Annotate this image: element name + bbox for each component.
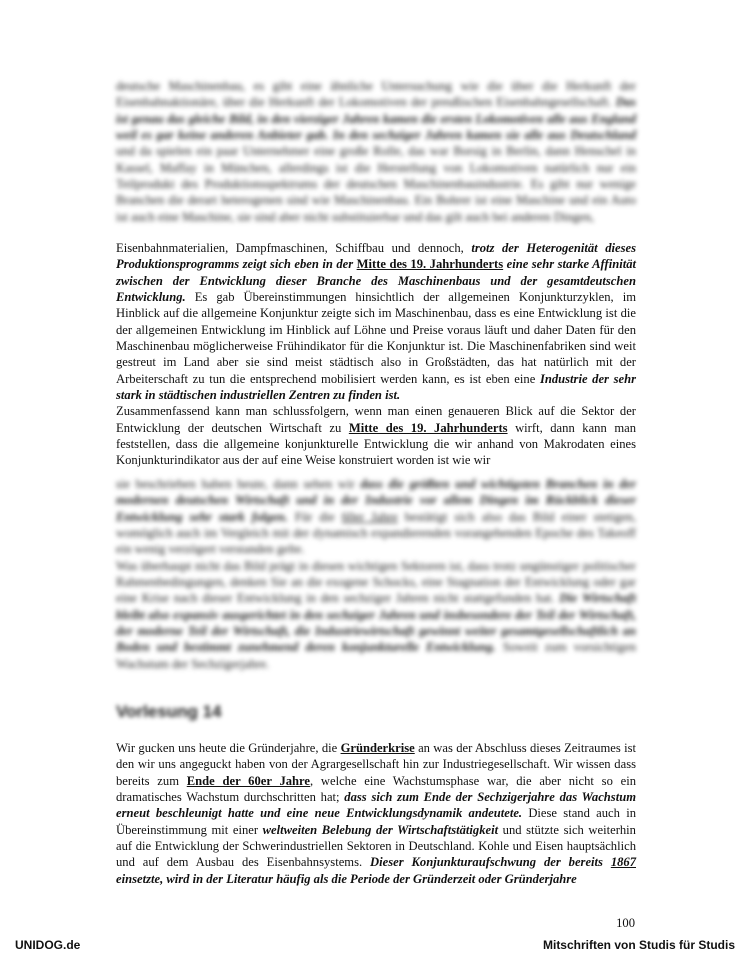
p3-text-4: Diese stand auch in Übereinstimmung mit einer (116, 806, 636, 837)
p2-text-2: wirft, dann kann man feststellen, dass die allgemeine konjunkturelle Entwicklung die wir anhand von Makrodaten eines Konjunkturindikator aus der auf eine Weise konstruiert worden ist wie wir (116, 420, 636, 468)
blurred-text-block-top (116, 78, 636, 225)
blurred-paragraph: Was überhaupt nicht das Bild prägt in diesen wichtigen Sektoren ist, dass trotz ungünstiger politischer Rahmenbedingungen, denken Sie an die exogene Schocks, eine Stagnation der Entwicklung oder gar eine Krise nach dieser Entwicklung in den sechziger Jahren nicht stattgefunden hat. Die Wirtschaft bleibt also expansiv ausgerichtet in den sechziger Jahren und insbesondere der Teil der Wirtschaft, der moderne Teil der Wirtschaft, die Industriewirtschaft gewinnt weiter gesamtgesellschaftlich an Boden und bestimmt zunehmend deren konjunkturelle Entwicklung. Soweit zum vorsichtigen Wachstum der Sechzigerjahre. (116, 558, 636, 671)
p3-text-2: an was der Abschluss dieses Zeitraumes ist den wir uns angeguckt haben von der Agrargesellschaft hin zur Industriegesellschaft. Wir wissen dass bereits zum (116, 741, 636, 788)
p3-underline-emphasis: 1867 (610, 855, 636, 870)
section-heading (116, 702, 636, 722)
p3-underline-1: Gründerkrise (340, 741, 415, 755)
p1-emphasis-2: eine sehr starke Affinität zwischen der Entwicklung dieser Branche des Maschinenbaus und der gesamtdeutschen Entwicklung. (116, 257, 636, 305)
paragraph-1 (116, 240, 636, 403)
text-block-lecture (116, 740, 636, 887)
blurred-text-block-middle (116, 476, 636, 672)
blurred-paragraph: deutsche Maschinenbau, es gibt eine ähnliche Untersuchung wie die über die Herkunft der Eisenbahnaktionäre, über die Herkunft der Lokomotiven der preußischen Eisenbahngesellschaft. Das ist genau das gleiche Bild, in den vierziger Jahren kamen die ersten Lokomotiven alle aus England weil es gar keine anderen Anbieter gab. In den sechziger Jahren kamen sie alle aus Deutschland und da spielen ein paar Unternehmer eine große Rolle, das war Borsig in Berlin, dann Henschel in Kassel, Maffay in München, allerdings ist die Herstellung von Lokomotiven natürlich nur ein Teilprodukt des Produktionsspektrums der deutschen Maschinenbauindustrie. Es gibt nur wenige Branchen die derart heterogenen sind wie Maschinenbau. Ein Bohrer ist eine Maschine und ein Auto ist auch eine Maschine, sie sind aber nicht substituierbar und das gilt auch bei anderen Dingen, (116, 79, 636, 224)
p3-emphasis-2: weltweiten Belebung der Wirtschaftstätigkeit (262, 822, 499, 837)
p2-text-1: Zusammenfassend kann man schlussfolgern, wenn man einen genaueren Blick auf die Sektor der Entwicklung der deutschen Wirtschaft zu (116, 404, 636, 435)
text-block-main (116, 240, 636, 469)
paragraph-3 (116, 740, 636, 887)
p1-text-2: Es gab Übereinstimmungen hinsichtlich der allgemeinen Konjunkturzyklen, im Hinblick auf die allgemeine Konjunktur zeigte sich im Maschinenbau, dass es eine Entwicklung ist die der allgemeinen Entwicklung im Hinblick auf Löhne und Preise voraus läuft und daher Daten für den Maschinenbau möglicherweise Frühindikator für die Konjunktur ist. Die Maschinenfabriken sind weit gestreut im Land aber sie sind meist städtisch also in Großstädten, das hat natürlich mit der Arbeiterschaft zu tun die entsprechend mobilisiert werden kann, es ist eben eine (116, 290, 636, 386)
heading-text: Vorlesung 14 (116, 702, 222, 721)
p3-text-5: und stützte sich weiterhin auf die Entwicklung der Schwerindustriellen Sektoren in Deutschland. Kohle und Eisen hauptsächlich und auf dem Ausbau des Eisenbahnsystems. (116, 822, 636, 870)
p1-emphasis-1: trotz der Heterogenität dieses Produktionsprogramms zeigt sich eben in der (116, 241, 636, 272)
p3-emphasis-4: einsetzte, wird in der Literatur häufig als die Periode der Gründerzeit oder Gründerjahre (116, 871, 577, 886)
p1-emphasis-3: Industrie der sehr stark in städtischen industriellen Zentren zu finden ist. (116, 371, 636, 403)
p3-text-3: , welche eine Wachstumsphase war, die aber nicht so ein dramatisches Wachstum durchschritten hat; (116, 773, 636, 805)
blurred-paragraph: sie beschrieben haben heute, dann sehen wir dass die größten und wichtigsten Branchen in der modernen deutschen Wirtschaft und in der Industrie vor allem Dingen im Rückblick dieser Entwicklung sehr stark folgen. Für die 60er Jahre bestätigt sich also das Bild einer stetigen, womöglich auch im Vergleich mit der dynamisch expandierenden vorangehenden Epoche des Takeoff ein wenig verzögert verstanden gelte. (116, 477, 636, 557)
paragraph-2 (116, 403, 636, 468)
p2-underline-1: Mitte des 19. Jahrhunderts (348, 420, 508, 435)
p3-text-1: Wir gucken uns heute die Gründerjahre, die (116, 741, 341, 755)
p3-underline-2: Ende der 60er Jahre (186, 773, 311, 788)
footer-tagline: Mitschriften von Studis für Studis (542, 938, 735, 952)
p3-emphasis-3: Dieser Konjunkturaufschwung der bereits (370, 855, 611, 870)
p1-underline-1: Mitte des 19. Jahrhunderts (356, 257, 504, 272)
footer-brand: UNIDOG.de (15, 938, 81, 952)
page-number: 100 (616, 916, 635, 930)
p3-emphasis-1: dass sich zum Ende der Sechzigerjahre das Wachstum erneut beschleunigt hatte und eine neue Entwicklungsdynamik andeutete. (116, 790, 636, 821)
p1-text-1: Eisenbahnmaterialien, Dampfmaschinen, Schiffbau und dennoch, (116, 241, 472, 255)
